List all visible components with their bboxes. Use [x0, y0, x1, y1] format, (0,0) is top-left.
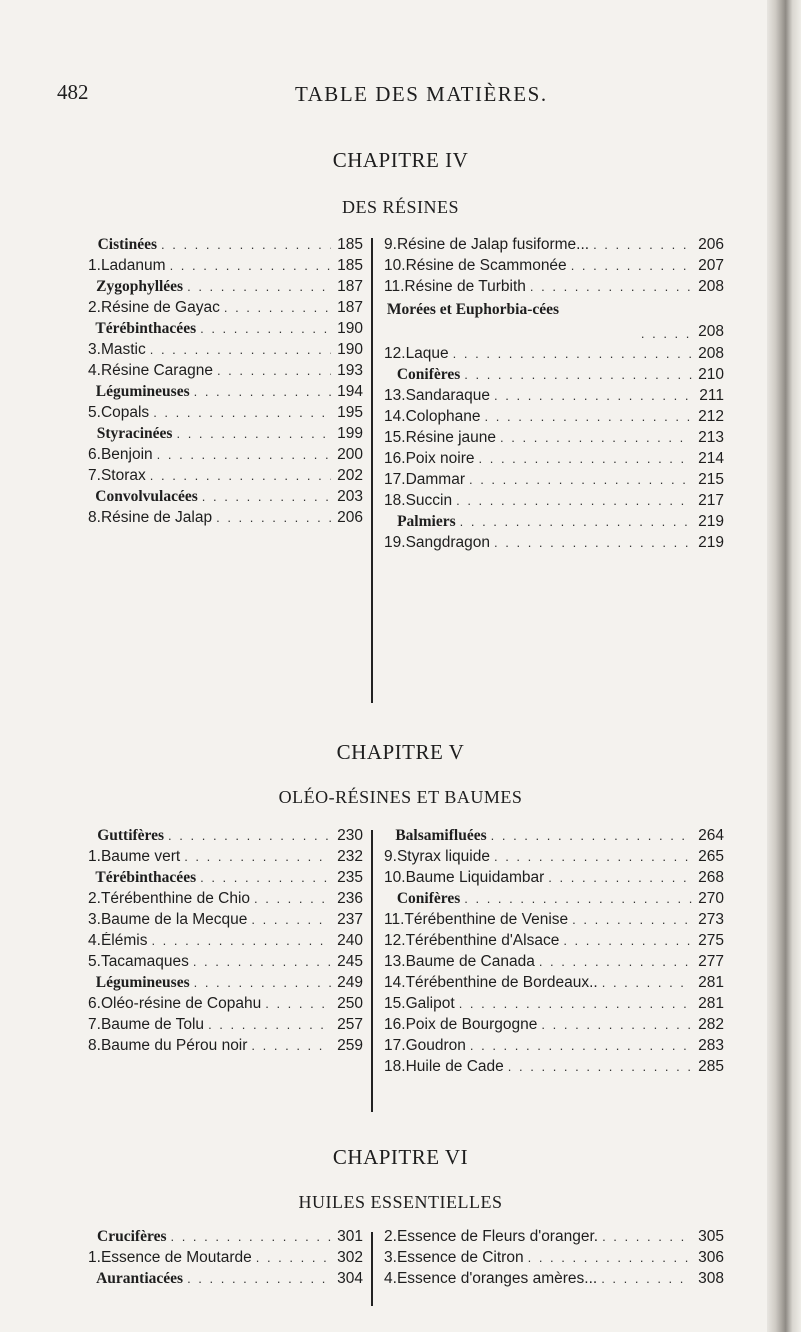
page-ref: 282	[698, 1016, 724, 1033]
page-ref: 306	[698, 1249, 724, 1266]
toc-entry	[88, 362, 363, 383]
leader-dots	[641, 326, 692, 341]
entry-label: Ladanum	[100, 257, 166, 274]
leader-dots	[602, 1229, 692, 1244]
leader-dots	[453, 346, 692, 361]
entry-label: Oléo-résine de Copahu	[100, 995, 262, 1012]
leader-dots	[572, 912, 692, 927]
toc-entry	[384, 1228, 724, 1249]
entry-number: 8.	[88, 1037, 101, 1054]
page-ref: 265	[698, 848, 724, 865]
entry-label: Résine de Turbith	[404, 278, 526, 295]
entry-number: 13.	[384, 387, 406, 404]
page-ref: 206	[698, 236, 724, 253]
leader-dots	[216, 510, 331, 525]
entry-number: 11.	[384, 911, 405, 928]
toc-entry	[384, 278, 724, 299]
page-ref: 213	[698, 429, 724, 446]
entry-label: Poix noire	[405, 450, 475, 467]
entry-label: Térébinthacées	[95, 320, 197, 337]
leader-dots	[494, 388, 692, 403]
leader-dots	[176, 426, 331, 441]
page-ref: 305	[698, 1228, 724, 1245]
page-ref: 236	[337, 890, 363, 907]
entry-label: Élémis	[100, 932, 148, 949]
entry-label: Baume du Pérou noir	[100, 1037, 248, 1054]
leader-dots	[187, 1271, 331, 1286]
leader-dots	[202, 489, 331, 504]
page-ref: 185	[337, 257, 363, 274]
page-ref: 212	[698, 408, 724, 425]
leader-dots	[194, 384, 331, 399]
leader-dots	[187, 279, 331, 294]
page-ref: 245	[337, 953, 363, 970]
entry-number: 18.	[384, 1058, 406, 1075]
toc-entry	[88, 890, 363, 911]
entry-label: Résine de Jalap	[100, 509, 213, 526]
toc-entry	[384, 1037, 724, 1058]
leader-dots	[494, 849, 692, 864]
entry-label: Baume Liquidambar	[405, 869, 545, 886]
entry-label: Sandaraque	[405, 387, 491, 404]
leader-dots	[265, 996, 331, 1011]
entry-label: Résine de Jalap fusiforme...	[396, 236, 590, 253]
entry-label: Térébenthine de Chio	[100, 890, 251, 907]
entry-label: Laque	[405, 345, 449, 362]
toc-family-entry	[384, 513, 724, 534]
toc-entry	[384, 471, 724, 492]
toc-entry	[88, 911, 363, 932]
toc-entry	[88, 1249, 363, 1270]
toc-column	[88, 236, 363, 530]
entry-number: 12.	[384, 345, 406, 362]
leader-dots	[464, 367, 692, 382]
entry-label: Baume de Canada	[405, 953, 535, 970]
page-ref: 281	[698, 974, 724, 991]
leader-dots	[470, 1038, 692, 1053]
page-ref: 202	[337, 467, 363, 484]
page-ref: 270	[698, 890, 724, 907]
leader-dots	[224, 300, 331, 315]
toc-entry	[88, 341, 363, 362]
leader-dots	[491, 828, 692, 843]
leader-dots	[251, 912, 331, 927]
page-ref: 206	[337, 509, 363, 526]
page-ref: 207	[698, 257, 724, 274]
entry-label: Térébinthacées	[95, 869, 197, 886]
entry-label: Styracinées	[96, 425, 173, 442]
entry-label: Essence de Fleurs d'oranger.	[396, 1228, 599, 1245]
entry-label: Succin	[405, 492, 453, 509]
entry-number: 8.	[88, 509, 101, 526]
entry-number: 7.	[88, 1016, 101, 1033]
column-divider	[371, 238, 373, 703]
toc-entry	[384, 1249, 724, 1270]
entry-label: Baume de Tolu	[100, 1016, 205, 1033]
leader-dots	[539, 954, 692, 969]
entry-number: 13.	[384, 953, 406, 970]
leader-dots	[184, 849, 331, 864]
entry-label: Goudron	[405, 1037, 466, 1054]
entry-label: Tacamaques	[100, 953, 189, 970]
page-ref: 190	[337, 341, 363, 358]
leader-dots	[464, 891, 692, 906]
entry-number: 9.	[384, 848, 397, 865]
leader-dots	[602, 975, 692, 990]
page-ref: 250	[337, 995, 363, 1012]
entry-label: Résine de Gayac	[100, 299, 220, 316]
toc-entry	[384, 1270, 724, 1291]
toc-entry	[88, 446, 363, 467]
entry-label: Baume vert	[100, 848, 181, 865]
page-ref: 264	[698, 827, 724, 844]
leader-dots	[256, 1250, 331, 1265]
page-ref: 257	[337, 1016, 363, 1033]
page-ref: 235	[337, 869, 363, 886]
toc-family-entry	[88, 1228, 363, 1249]
entry-number: 14.	[384, 408, 406, 425]
entry-number: 15.	[384, 429, 406, 446]
page-ref: 185	[337, 236, 363, 253]
entry-label: Crucifères	[97, 1228, 167, 1245]
entry-label: Essence de Citron	[396, 1249, 524, 1266]
page-ref: 208	[698, 345, 724, 362]
entry-number: 3.	[88, 911, 101, 928]
page-ref: 187	[337, 278, 363, 295]
toc-entry	[384, 257, 724, 278]
entry-label: Benjoin	[100, 446, 153, 463]
entry-number: 16.	[384, 1016, 406, 1033]
page-ref: 259	[337, 1037, 363, 1054]
page-ref: 190	[337, 320, 363, 337]
entry-label: Résine Caragne	[100, 362, 213, 379]
entry-number: 1.	[88, 1249, 101, 1266]
leader-dots	[500, 430, 692, 445]
entry-label: Balsamifluées	[395, 827, 487, 844]
page-ref: 281	[698, 995, 724, 1012]
page-ref: 217	[698, 492, 724, 509]
toc-entry	[88, 848, 363, 869]
entry-label: Sangdragon	[405, 534, 491, 551]
entry-label: Colophane	[405, 408, 481, 425]
leader-dots	[485, 409, 692, 424]
page-ref: 203	[337, 488, 363, 505]
entry-label: Térébenthine d'Alsace	[405, 932, 560, 949]
toc-entry	[88, 953, 363, 974]
entry-number: 11.	[384, 278, 405, 295]
leader-dots	[456, 493, 692, 508]
entry-number: 19.	[384, 534, 406, 551]
toc-column	[384, 1228, 724, 1291]
entry-number: 3.	[88, 341, 101, 358]
toc-entry	[88, 467, 363, 488]
entry-label: Conifères	[396, 366, 461, 383]
page-ref: 249	[337, 974, 363, 991]
page-ref: 208	[698, 278, 724, 295]
leader-dots	[150, 468, 331, 483]
toc-entry	[384, 995, 724, 1016]
page-ref: 208	[698, 323, 724, 340]
entry-label: Légumineuses	[95, 974, 190, 991]
leader-dots	[530, 279, 692, 294]
page-ref: 214	[698, 450, 724, 467]
toc-family-entry	[384, 299, 724, 345]
entry-number: 12.	[384, 932, 406, 949]
toc-entry	[384, 1058, 724, 1079]
entry-label: Aurantiacées	[96, 1270, 184, 1287]
entry-label: Poix de Bourgogne	[405, 1016, 538, 1033]
page-ref: 187	[337, 299, 363, 316]
leader-dots	[563, 933, 692, 948]
entry-label: Essence d'oranges amères...	[396, 1270, 598, 1287]
entry-label: Styrax liquide	[396, 848, 490, 865]
section-title: OLÉO-RÉSINES ET BAUMES	[278, 787, 523, 807]
toc-family-entry	[88, 488, 363, 509]
entry-number: 9.	[384, 236, 397, 253]
entry-label: Mastic	[100, 341, 146, 358]
leader-dots	[217, 363, 331, 378]
entry-number: 16.	[384, 450, 406, 467]
entry-number: 4.	[384, 1270, 397, 1287]
entry-number: 10.	[384, 257, 406, 274]
leader-dots	[460, 514, 692, 529]
toc-entry	[88, 995, 363, 1016]
chapter-heading: CHAPITRE V	[336, 740, 465, 764]
leader-dots	[459, 996, 692, 1011]
leader-dots	[168, 828, 331, 843]
leader-dots	[593, 237, 692, 252]
entry-label: Galipot	[405, 995, 455, 1012]
toc-entry	[384, 492, 724, 513]
page-number: 482	[57, 80, 89, 104]
toc-family-entry	[88, 236, 363, 257]
page-ref: 195	[337, 404, 363, 421]
entry-number: 3.	[384, 1249, 397, 1266]
entry-number: 5.	[88, 953, 101, 970]
section-title: DES RÉSINES	[341, 197, 459, 217]
leader-dots	[193, 954, 331, 969]
entry-number: 4.	[88, 932, 101, 949]
entry-number: 1.	[88, 848, 101, 865]
toc-entry	[384, 429, 724, 450]
toc-entry	[88, 257, 363, 278]
leader-dots	[571, 258, 692, 273]
page-ref: 199	[337, 425, 363, 442]
entry-label: Résine de Scammonée	[405, 257, 567, 274]
toc-entry	[384, 450, 724, 471]
entry-label: Légumineuses	[95, 383, 190, 400]
leader-dots	[200, 321, 331, 336]
toc-family-entry	[88, 869, 363, 890]
page-ref: 275	[698, 932, 724, 949]
entry-label: Térébenthine de Bordeaux..	[405, 974, 598, 991]
leader-dots	[254, 891, 331, 906]
entry-number: 6.	[88, 995, 101, 1012]
leader-dots	[548, 870, 692, 885]
column-divider	[371, 1232, 373, 1306]
leader-dots	[170, 1229, 331, 1244]
toc-entry	[384, 974, 724, 995]
chapter-heading: CHAPITRE IV	[332, 148, 469, 172]
entry-number: 5.	[88, 404, 101, 421]
toc-family-entry	[384, 890, 724, 911]
page-ref: 308	[698, 1270, 724, 1287]
page-ref: 283	[698, 1037, 724, 1054]
page-ref: 194	[337, 383, 363, 400]
entry-label: Résine jaune	[405, 429, 497, 446]
leader-dots	[469, 472, 692, 487]
toc-family-entry	[88, 1270, 363, 1291]
leader-dots	[601, 1271, 692, 1286]
toc-family-entry	[88, 425, 363, 446]
page-ref: 230	[337, 827, 363, 844]
toc-entry	[384, 1016, 724, 1037]
page-ref: 200	[337, 446, 363, 463]
leader-dots	[153, 405, 331, 420]
entry-number: 7.	[88, 467, 101, 484]
toc-entry	[384, 387, 724, 408]
entry-number: 4.	[88, 362, 101, 379]
toc-entry	[384, 408, 724, 429]
toc-entry	[88, 299, 363, 320]
entry-number: 17.	[384, 1037, 406, 1054]
page-ref: 232	[337, 848, 363, 865]
page-ref: 193	[337, 362, 363, 379]
leader-dots	[151, 933, 331, 948]
toc-family-entry	[88, 278, 363, 299]
entry-number: 18.	[384, 492, 406, 509]
entry-label: Essence de Moutarde	[100, 1249, 252, 1266]
entry-number: 14.	[384, 974, 406, 991]
page-ref: 240	[337, 932, 363, 949]
page-ref: 219	[698, 534, 724, 551]
entry-number: 2.	[384, 1228, 397, 1245]
page-ref: 273	[698, 911, 724, 928]
toc-entry	[384, 345, 724, 366]
leader-dots	[528, 1250, 692, 1265]
leader-dots	[170, 258, 331, 273]
entry-label: Zygophyllées	[96, 278, 184, 295]
leader-dots	[200, 870, 331, 885]
page-ref: 219	[698, 513, 724, 530]
entry-label: Copals	[100, 404, 150, 421]
page-ref: 215	[698, 471, 724, 488]
toc-family-entry	[88, 827, 363, 848]
leader-dots	[541, 1017, 692, 1032]
toc-family-entry	[384, 827, 724, 848]
leader-dots	[251, 1038, 331, 1053]
entry-label: Morées et Euphorbia-cées	[386, 301, 560, 318]
entry-number: 6.	[88, 446, 101, 463]
page-ref: 211	[699, 387, 724, 404]
toc-entry	[384, 953, 724, 974]
entry-number: 17.	[384, 471, 406, 488]
leader-dots	[494, 535, 692, 550]
chapter-heading: CHAPITRE VI	[332, 1145, 469, 1169]
page-ref: 302	[337, 1249, 363, 1266]
toc-family-entry	[88, 320, 363, 341]
leader-dots	[161, 237, 331, 252]
page-ref: 210	[698, 366, 724, 383]
running-title: TABLE DES MATIÈRES.	[295, 82, 548, 106]
entry-label: Térébenthine de Venise	[404, 911, 569, 928]
page-ref: 285	[698, 1058, 724, 1075]
entry-label: Huile de Cade	[405, 1058, 504, 1075]
toc-entry	[384, 848, 724, 869]
toc-family-entry	[88, 383, 363, 404]
page-ref: 301	[337, 1228, 363, 1245]
page-ref: 304	[337, 1270, 363, 1287]
page-ref: 277	[698, 953, 724, 970]
toc-family-entry	[88, 974, 363, 995]
entry-label: Palmiers	[397, 513, 456, 530]
entry-number: 2.	[88, 890, 101, 907]
toc-family-entry	[384, 366, 724, 387]
leader-dots	[508, 1059, 692, 1074]
entry-number: 1.	[88, 257, 101, 274]
entry-number: 15.	[384, 995, 406, 1012]
column-divider	[371, 830, 373, 1112]
entry-label: Conifères	[396, 890, 461, 907]
leader-dots	[157, 447, 331, 462]
toc-entry	[88, 932, 363, 953]
toc-entry	[384, 911, 724, 932]
leader-dots	[194, 975, 331, 990]
leader-dots	[150, 342, 331, 357]
entry-number: 10.	[384, 869, 406, 886]
toc-entry	[384, 236, 724, 257]
toc-entry	[88, 1037, 363, 1058]
toc-entry	[88, 1016, 363, 1037]
page-ref: 268	[698, 869, 724, 886]
leader-dots	[208, 1017, 331, 1032]
toc-column	[88, 1228, 363, 1291]
toc-entry	[384, 932, 724, 953]
entry-label: Storax	[100, 467, 146, 484]
entry-label: Cistinées	[97, 236, 157, 253]
page-ref: 237	[337, 911, 363, 928]
entry-number: 2.	[88, 299, 101, 316]
toc-entry	[88, 509, 363, 530]
toc-entry	[88, 404, 363, 425]
entry-label: Dammar	[405, 471, 465, 488]
section-title: HUILES ESSENTIELLES	[298, 1192, 503, 1212]
toc-column	[88, 827, 363, 1058]
leader-dots	[479, 451, 693, 466]
toc-column	[384, 827, 724, 1079]
entry-label: Baume de la Mecque	[100, 911, 248, 928]
entry-label: Guttifères	[97, 827, 165, 844]
toc-entry	[384, 869, 724, 890]
toc-entry	[384, 534, 724, 555]
toc-column	[384, 236, 724, 555]
entry-label: Convolvulacées	[95, 488, 198, 505]
